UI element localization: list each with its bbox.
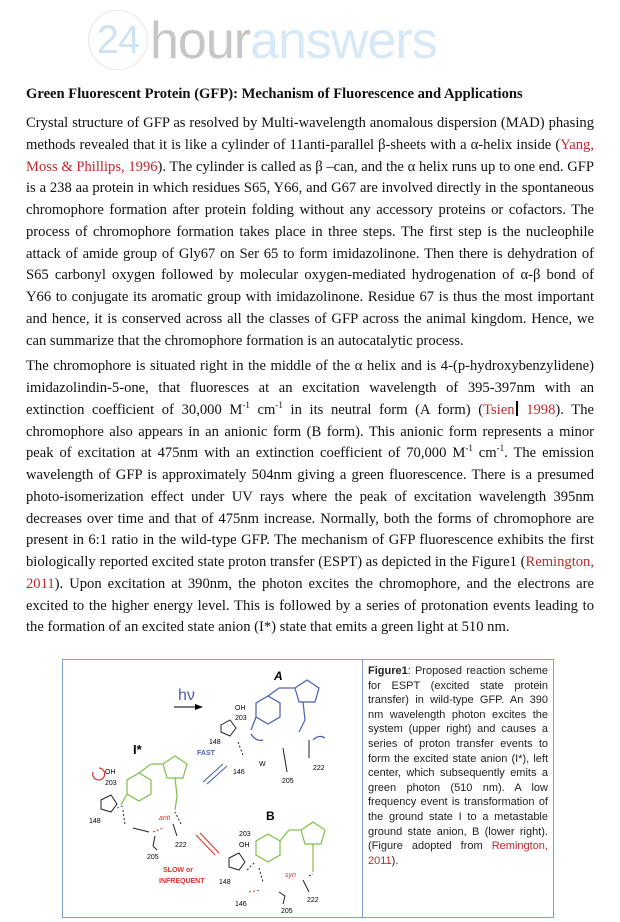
paragraph-1	[26, 113, 594, 352]
anti-label: anti	[159, 815, 171, 822]
superscript: -1	[242, 399, 250, 410]
fast-label: FAST	[197, 750, 215, 757]
logo-answers: answers	[250, 12, 437, 70]
residue-203: 203	[239, 831, 251, 838]
residue-148: 148	[89, 818, 101, 825]
rotation-arrow-icon	[93, 768, 105, 780]
text: cm	[472, 445, 497, 462]
residue-205: 205	[281, 908, 293, 915]
citation-link[interactable]: Tsien	[483, 401, 515, 418]
oh-label: OH	[239, 842, 250, 849]
logo-hour: hour	[150, 12, 251, 70]
residue-148: 148	[219, 879, 231, 886]
text: . The emission wavelength of GFP is approximately 504nm giving a green fluorescence. There is a presumed photo-isomerization effect under UV rays where the peak of excitation wavelength 395nm decreases over time and that of 475nm increase. Normally, both the forms of chromophore are present in 6:1 ratio in the wild-type GFP. The mechanism of GFP fluorescence exhibits the first biologically reported excited state proton transfer (ESPT) as depicted in the Figure1 (	[26, 445, 595, 570]
state-a-label: A	[274, 669, 283, 683]
document-title: Green Fluorescent Protein (GFP): Mechanism of Fluorescence and Applications	[26, 86, 523, 102]
superscript: -1	[275, 399, 283, 410]
state-istar-label: I*	[133, 742, 142, 757]
superscript: -1	[496, 443, 505, 454]
state-b-label: B	[266, 809, 275, 823]
citation-link[interactable]: Remington, 2011	[26, 554, 594, 592]
paragraph-2	[26, 356, 594, 639]
residue-146: 146	[233, 769, 245, 776]
residue-205: 205	[282, 778, 294, 785]
residue-222: 222	[175, 842, 187, 849]
water-label: W	[259, 761, 266, 768]
hv-label: hν	[178, 687, 195, 704]
chromophore-a	[251, 680, 325, 740]
caption-end: ).	[391, 854, 399, 867]
citation-link[interactable]: Remington, 2011	[368, 840, 548, 867]
slow-label: SLOW or	[163, 867, 193, 874]
text: cm	[249, 401, 276, 418]
oh-label: OH	[235, 705, 246, 712]
arrow-head-icon	[195, 704, 203, 710]
superscript: -1	[465, 443, 473, 454]
oh-label: OH	[105, 769, 116, 776]
chromophore-istar	[121, 756, 187, 810]
caption-text: : Proposed reaction scheme for ESPT (excited state protein transfer) in wild-type GFP. An 390 nm wavelength photon excites the system (upper right) and causes a series of proton transfer events to form the excited state anion (I*), left center, which subsequently emits a green photon (510 nm). A low frequency event is transformation of the ground state I to a metastable ground state anion, B (lower right). (Figure adopted from	[368, 665, 548, 853]
istar-residues	[101, 795, 181, 850]
slow-equilibrium-arrows	[196, 833, 219, 855]
residue-203: 203	[105, 780, 117, 787]
infrequent-label: INFREQUENT	[159, 878, 205, 885]
caption-label: Figure1	[368, 665, 408, 677]
residue-148: 148	[209, 739, 221, 746]
chromophore-b	[256, 822, 325, 872]
figure-caption	[368, 664, 548, 868]
residue-203: 203	[235, 715, 247, 722]
residue-222: 222	[307, 897, 319, 904]
espt-reaction-scheme	[63, 660, 363, 917]
figure-1	[62, 659, 554, 918]
text: ). Upon excitation at 390nm, the photon excites the chromophore, and the electrons are excited to the higher energy level. This is followed by a series of protonation events leading to the formation of an excited state anion (I*) state that emits a green light at 510 nm.	[26, 575, 594, 636]
text: The chromophore is situated right in the middle of the α helix and is 4-(p-hydroxybenzylidene) imidazolindin-5-one, that fluoresces at an excitation wavelength of 395-397nm with an extinction coefficient of 30,000 M	[26, 358, 594, 418]
text: ). The cylinder is called as β –can, and the α helix runs up to one end. GFP is a 238 aa protein in which residues S65, Y66, and G67 are involved directly in the spontaneous chromophore formation after protein folding without any accessory proteins or cofactors. The process of chromophore formation takes place in three steps. The first step is the nucleophile attack of amide group of Gly67 on Ser 65 to form imidazolinone. Then there is dehydration of S65 carbonyl oxygen followed by molecular oxygen-mediated hydrogenation of α-β bond of Y66 to conjugate its aromatic group with imidazolinone. Residue 67 is thus the most important and hence, it is conserved across all the classes of GFP across the animal kingdom. Hence, we can summarize that the chromophore formation is an autocatalytic process.	[26, 158, 594, 349]
document-body	[26, 86, 594, 918]
fast-equilibrium-arrows	[203, 764, 227, 784]
citation-link[interactable]: Yang, Moss & Phillips, 1996	[26, 136, 594, 175]
text: ). The chromophore also appears in an anionic form (B form). This anionic form represents a minor peak of excitation at 475nm with an extinction coefficient of 70,000 M	[26, 401, 594, 462]
text: in its neutral form (A form) (	[282, 401, 484, 418]
reaction-diagram	[63, 660, 362, 917]
residue-146: 146	[235, 901, 247, 908]
text: Crystal structure of GFP as resolved by Multi-wavelength anomalous dispersion (MAD) phasing methods revealed that it is like a cylinder of 11anti-parallel β-sheets with a α-helix inside (	[26, 115, 594, 153]
residue-205: 205	[147, 854, 159, 861]
residue-222: 222	[313, 765, 325, 772]
citation-link[interactable]: 1998	[518, 401, 556, 418]
logo-24: 24	[88, 10, 148, 70]
syn-label: syn	[285, 872, 296, 879]
watermark-logo	[88, 10, 437, 72]
text-cursor	[516, 401, 518, 416]
